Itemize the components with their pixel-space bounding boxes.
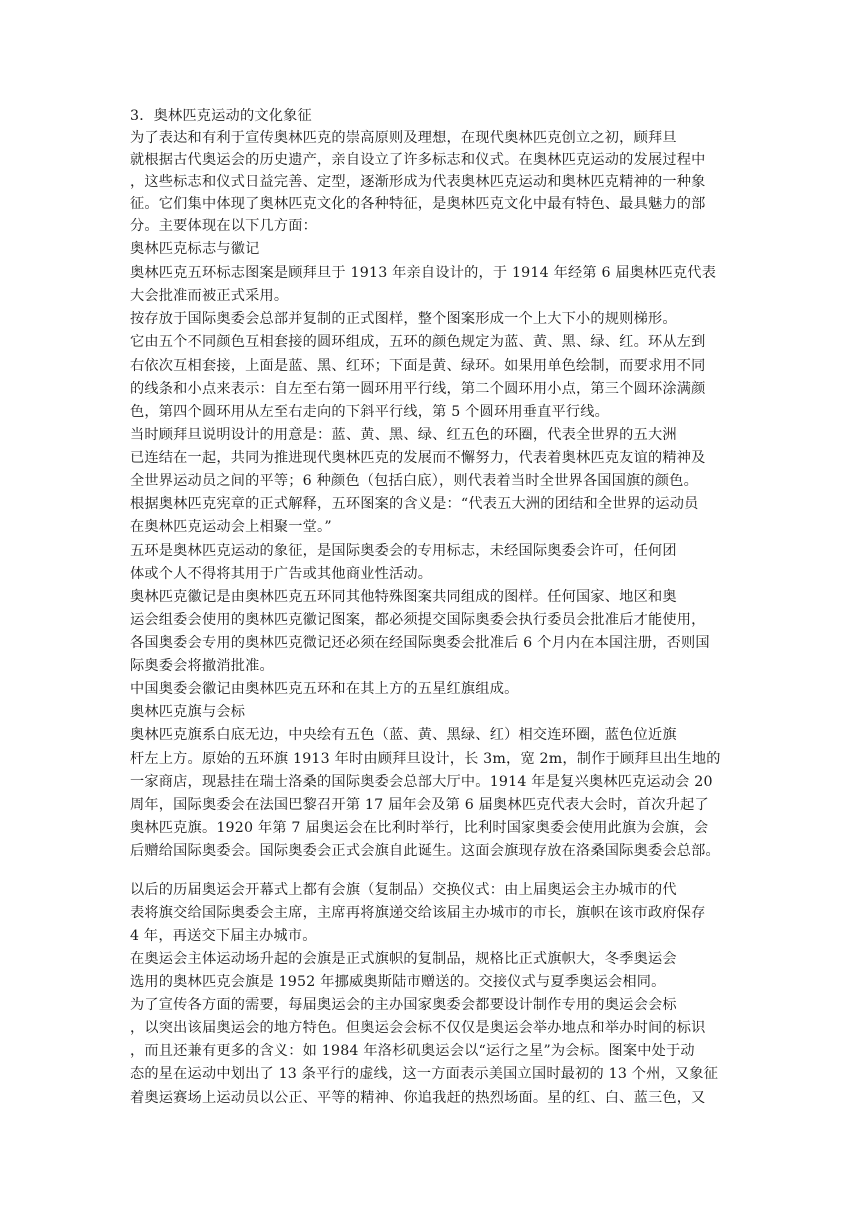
text-line: ，而且还兼有更多的含义：如 1984 年洛杉矶奥运会以“运行之星”为会标。图案中处于动	[130, 1043, 695, 1059]
text-line: 一家商店，现悬挂在瑞士洛桑的国际奥委会总部大厅中。1914 年是复兴奥林匹克运动会 20	[130, 774, 713, 790]
text-line: 际奥委会将撤消批准。	[130, 658, 274, 674]
text-line: 就根据古代奥运会的历史遗产，亲自设立了许多标志和仪式。在奥林匹克运动的发展过程中	[130, 152, 706, 168]
text-line: 奥林匹克徽记是由奥林匹克五环同其他特殊图案共同组成的图样。任何国家、地区和奥	[130, 589, 677, 605]
text-line: 已连结在一起，共同为推进现代奥林匹克的发展而不懈努力，代表着奥林匹克友谊的精神及	[130, 450, 706, 466]
text-line: 运会组委会使用的奥林匹克徽记图案，都必须提交国际奥委会执行委员会批准后才能使用，	[130, 612, 706, 628]
text-line: 各国奥委会专用的奥林匹克微记还必须在经国际奥委会批准后 6 个月内在本国注册，否则国	[130, 635, 710, 651]
text-line: ，以突出该届奥运会的地方特色。但奥运会会标不仅仅是奥运会举办地点和举办时间的标识	[130, 1020, 706, 1036]
text-line: 4 年，再送交下届主办城市。	[130, 928, 317, 944]
text-line: 它由五个不同颜色互相套接的圆环组成，五环的颜色规定为蓝、黄、黑、绿、红。环从左到	[130, 334, 706, 350]
text-line: 体或个人不得将其用于广告或其他商业性活动。	[130, 566, 433, 582]
text-line: 右依次互相套接，上面是蓝、黑、红环；下面是黄、绿环。如果用单色绘制，而要求用不同	[130, 358, 706, 374]
text-line: 奥林匹克五环标志图案是顾拜旦于 1913 年亲自设计的，于 1914 年经第 6 届奥林匹克代表	[130, 265, 717, 281]
text-line: 奥林匹克旗。1920 年第 7 届奥运会在比利时举行，比利时国家奥委会使用此旗为会旗，会	[130, 820, 709, 836]
text-line: 周年，国际奥委会在法国巴黎召开第 17 届年会及第 6 届奥林匹克代表大会时，首次升起了	[130, 797, 709, 813]
text-line: 五环是奥林匹克运动的象征，是国际奥委会的专用标志，未经国际奥委会许可，任何团	[130, 543, 677, 559]
text-line: 为了宣传各方面的需要，每届奥运会的主办国家奥委会都要设计制作专用的奥运会会标	[130, 997, 677, 1013]
text-line: 表将旗交给国际奥委会主席，主席再将旗递交给该届主办城市的市长，旗帜在该市政府保存	[130, 905, 706, 921]
text-line: ，这些标志和仪式日益完善、定型，逐渐形成为代表奥林匹克运动和奥林匹克精神的一种象	[130, 174, 706, 190]
text-line: 后赠给国际奥委会。国际奥委会正式会旗自此诞生。这面会旗现存放在洛桑国际奥委会总部。	[130, 843, 720, 859]
text-line: 着奥运赛场上运动员以公正、平等的精神、你追我赶的热烈场面。星的红、白、蓝三色，又	[130, 1090, 706, 1106]
text-line: 按存放于国际奥委会总部并复制的正式图样，整个图案形成一个上大下小的规则梯形。	[130, 311, 677, 327]
text-line: 在奥林匹克运动会上相聚一堂。”	[130, 519, 332, 535]
text-line: 奥林匹克旗系白底无边，中央绘有五色（蓝、黄、黑绿、红）相交连环圈，蓝色位近旗	[130, 727, 677, 743]
text-line: 的线条和小点来表示：自左至右第一圆环用平行线，第二个圆环用小点，第三个圆环涂满颜	[130, 381, 706, 397]
text-line: 以后的历届奥运会开幕式上都有会旗（复制品）交换仪式：由上届奥运会主办城市的代	[130, 882, 677, 898]
subheading: 奥林匹克旗与会标	[130, 704, 246, 720]
text-line: 中国奥委会徽记由奥林匹克五环和在其上方的五星红旗组成。	[130, 681, 519, 697]
text-line: 态的星在运动中划出了 13 条平行的虚线，这一方面表示美国立国时最初的 13 个州，又象征	[130, 1066, 719, 1082]
text-line: 杆左上方。原始的五环旗 1913 年时由顾拜旦设计，长 3m，宽 2m，制作于顾拜旦出生地的	[130, 751, 721, 767]
text-line: 全世界运动员之间的平等；6 种颜色（包括白底），则代表着当时全世界各国国旗的颜色。	[130, 473, 698, 489]
text-line: 在奥运会主体运动场升起的会旗是正式旗帜的复制品，规格比正式旗帜大，冬季奥运会	[130, 951, 677, 967]
section-heading: 3．奥林匹克运动的文化象征	[130, 108, 312, 124]
text-line: 大会批准而被正式采用。	[130, 288, 289, 304]
text-line: 分。主要体现在以下几方面：	[130, 218, 318, 234]
text-line: 色，第四个圆环用从左至右走向的下斜平行线，第 5 个圆环用垂直平行线。	[130, 404, 610, 420]
text-line: 根据奥林匹克宪章的正式解释，五环图案的含义是：“代表五大洲的团结和全世界的运动员	[130, 496, 699, 512]
text-line: 征。它们集中体现了奥林匹克文化的各种特征，是奥林匹克文化中最有特色、最具魅力的部	[130, 196, 706, 212]
text-line: 选用的奥林匹克会旗是 1952 年挪威奥斯陆市赠送的。交接仪式与夏季奥运会相同。	[130, 974, 666, 990]
subheading: 奥林匹克标志与徽记	[130, 241, 260, 257]
text-line: 当时顾拜旦说明设计的用意是：蓝、黄、黑、绿、红五色的环圈，代表全世界的五大洲	[130, 427, 677, 443]
text-line: 为了表达和有利于宣传奥林匹克的崇高原则及理想，在现代奥林匹克创立之初，顾拜旦	[130, 130, 677, 146]
